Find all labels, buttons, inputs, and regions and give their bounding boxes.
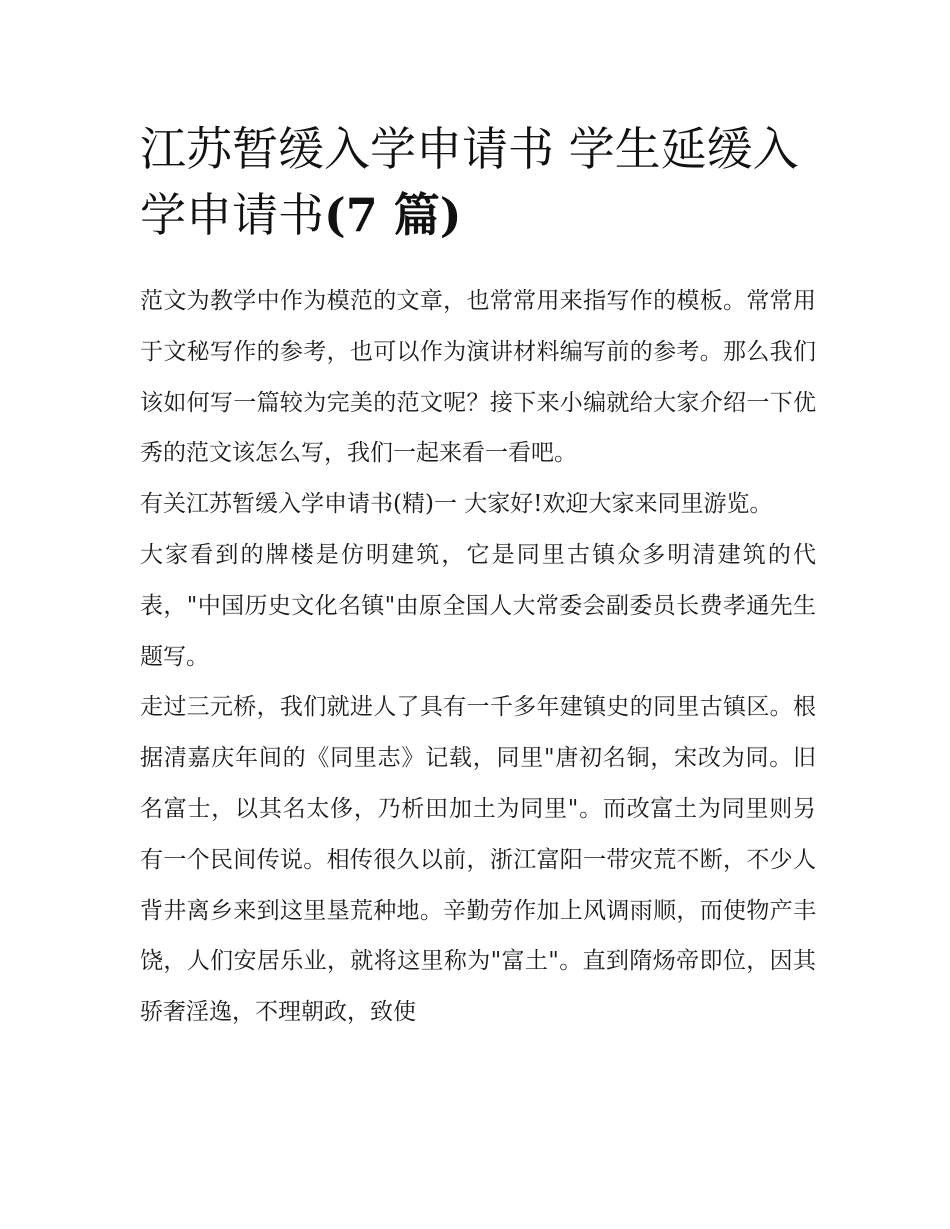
- document-body: [140, 276, 816, 1038]
- document-title-text: 江苏暂缓入学申请书 学生延缓入学申请书: [140, 122, 799, 242]
- document-title: [140, 116, 820, 248]
- body-paragraph-intro: 范文为教学中作为模范的文章，也常常用来指写作的模板。常常用于文秘写作的参考，也可以作为演讲材料编写前的参考。那么我们该如何写一篇较为完美的范文呢？接下来小编就给大家介绍一下优秀的范文该怎么写，我们一起来看一看吧。: [140, 288, 816, 467]
- body-paragraph-history: 走过三元桥，我们就进人了具有一千多年建镇史的同里古镇区。根据清嘉庆年间的《同里志》记载，同里"唐初名铜，宋改为同。旧名富士，以其名太侈，乃析田加土为同里"。而改富土为同里则另有一个民间传说。相传很久以前，浙江富阳一带灾荒不断，不少人背井离乡来到这里垦荒种地。辛勤劳作加上风调雨顺，而使物产丰饶，人们安居乐业，就将这里称为"富土"。直到隋炀帝即位，因其骄奢淫逸，不理朝政，致使: [140, 694, 816, 1026]
- body-paragraph-archway: 大家看到的牌楼是仿明建筑，它是同里古镇众多明清建筑的代表，"中国历史文化名镇"由原全国人大常委会副委员长费孝通先生题写。: [140, 541, 816, 670]
- document-title-count: (7 篇): [324, 188, 462, 242]
- body-paragraph-welcome: 有关江苏暂缓入学申请书(精)一 大家好!欢迎大家来同里游览。: [140, 491, 773, 518]
